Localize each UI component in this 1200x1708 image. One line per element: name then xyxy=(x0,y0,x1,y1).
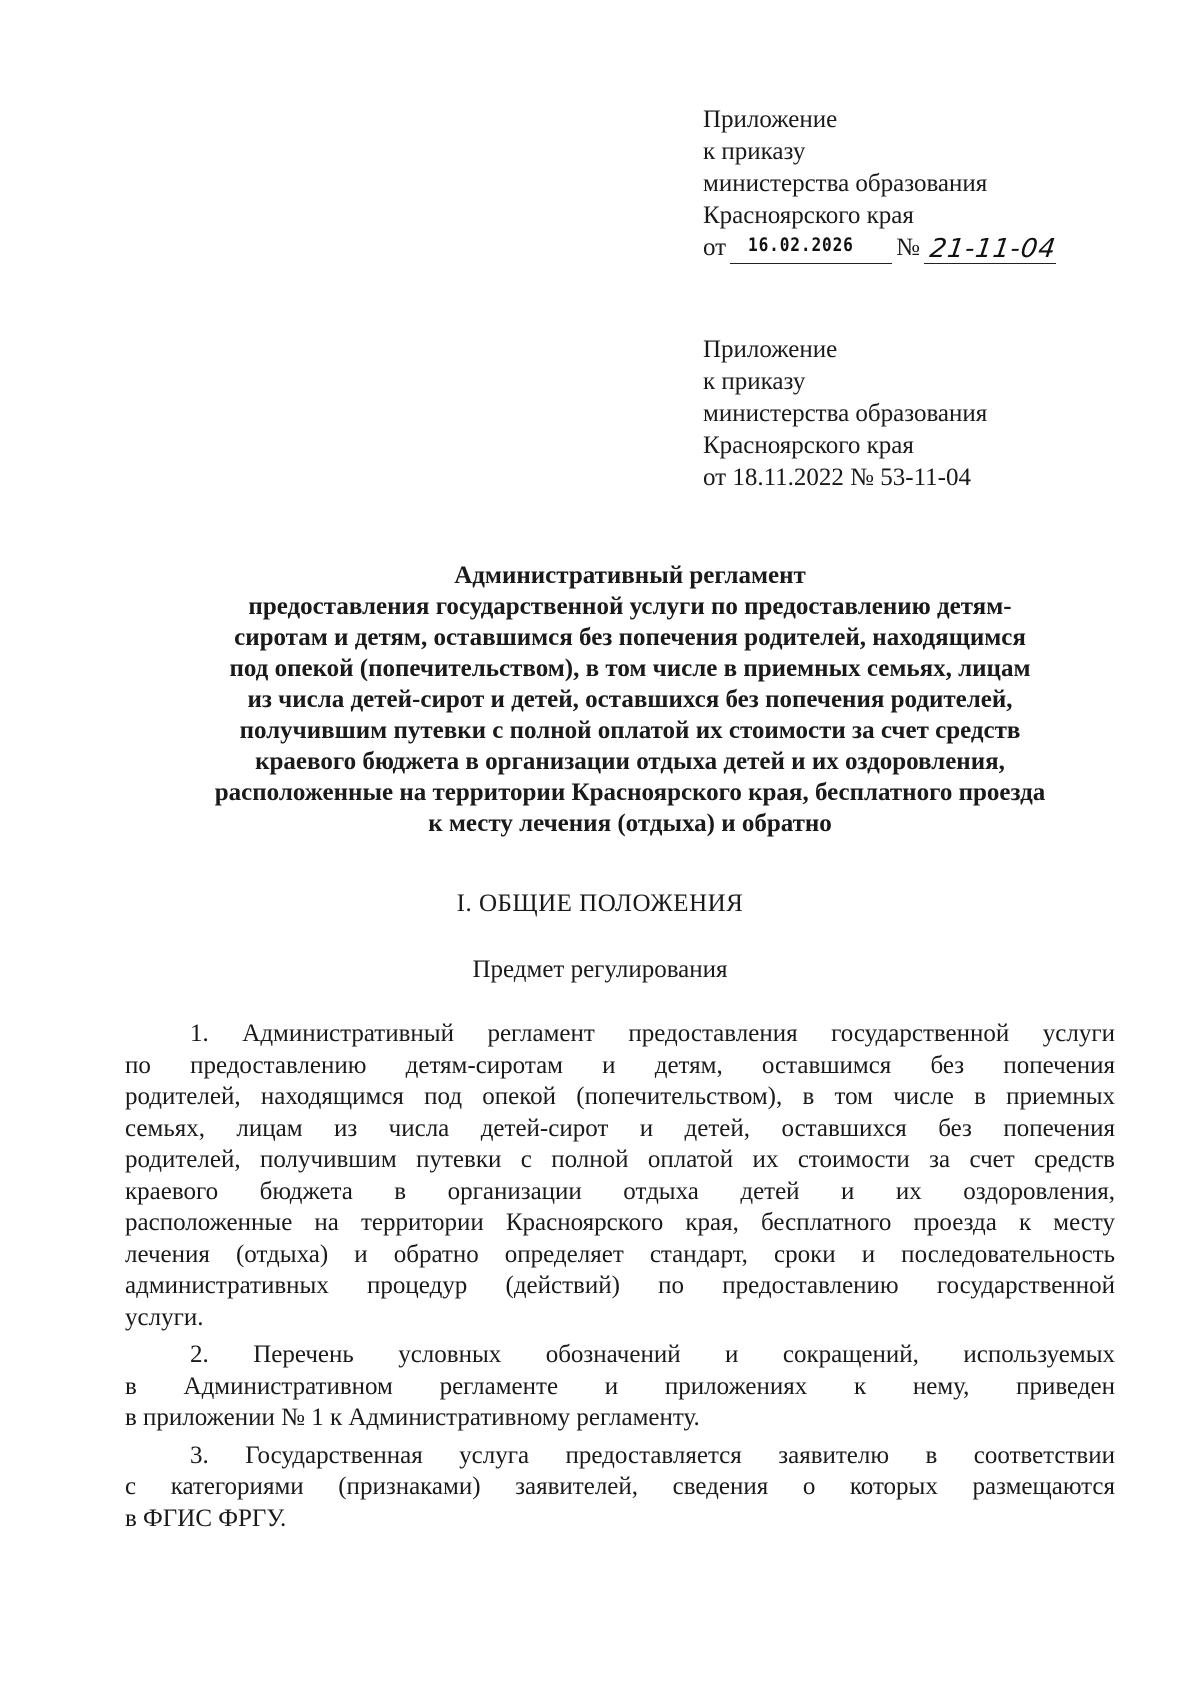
paragraph-line: расположенные на территории Красноярского края, бесплатного проезда к месту xyxy=(125,1209,1115,1236)
appendix-line: Красноярского края xyxy=(703,432,914,459)
paragraph-2 xyxy=(125,1339,1115,1434)
handwritten-order-number: 21-11-04 xyxy=(927,234,1059,264)
title-line: предоставления государственной услуги по предоставлению детям- xyxy=(248,593,1012,620)
paragraph-line: краевого бюджета в организации отдыха детей и их оздоровления, xyxy=(125,1177,1115,1205)
title-line: из числа детей-сирот и детей, оставшихся без попечения родителей, xyxy=(247,686,1013,713)
appendix-line: Красноярского края xyxy=(703,202,914,229)
paragraph-1 xyxy=(125,1018,1115,1333)
paragraph-line: в Административном регламенте и приложениях к нему, приведен xyxy=(125,1372,1115,1400)
section-heading: I. ОБЩИЕ ПОЛОЖЕНИЯ xyxy=(456,890,744,917)
document-body xyxy=(125,1018,1115,1540)
paragraph-line: в ФГИС ФРГУ. xyxy=(125,1504,287,1532)
stamped-date: 16.02.2026 xyxy=(748,234,854,256)
appendix-line: к приказу xyxy=(703,368,806,395)
appendix-line: министерства образования xyxy=(703,170,988,197)
paragraph-line: услуги. xyxy=(125,1303,204,1331)
paragraph-3 xyxy=(125,1440,1115,1535)
paragraph-line: лечения (отдыха) и обратно определяет стандарт, сроки и последовательность xyxy=(125,1240,1115,1268)
ref-prefix: от xyxy=(703,234,727,261)
appendix-line: от 18.11.2022 № 53-11-04 xyxy=(703,464,971,491)
paragraph-line: в приложении № 1 к Административному регламенту. xyxy=(125,1404,700,1431)
appendix-previous xyxy=(703,334,987,494)
document-title xyxy=(140,560,1120,839)
paragraph-line: административных процедур (действий) по предоставлению государственной xyxy=(125,1272,1115,1299)
title-line: получившим путевки с полной оплатой их стоимости за счет средств xyxy=(239,717,1021,744)
paragraph-line: 1. Административный регламент предоставления государственной услуги xyxy=(190,1020,1115,1047)
title-line: Административный регламент xyxy=(454,562,806,589)
paragraph-line: по предоставлению детям-сиротам и детям, оставшимся без попечения xyxy=(125,1051,1115,1079)
paragraph-line: 3. Государственная услуга предоставляется заявителю в соответствии xyxy=(190,1441,1115,1469)
title-line: к месту лечения (отдыха) и обратно xyxy=(428,810,832,837)
paragraph-line: с категориями (признаками) заявителей, сведения о которых размещаются xyxy=(125,1473,1115,1500)
paragraph-line: родителей, получившим путевки с полной оплатой их стоимости за счет средств xyxy=(125,1146,1115,1173)
appendix-line: министерства образования xyxy=(703,400,988,427)
title-line: сиротам и детям, оставшимся без попечения родителей, находящимся xyxy=(234,624,1026,651)
paragraph-line: 2. Перечень условных обозначений и сокращений, используемых xyxy=(190,1341,1115,1368)
paragraph-line: семьях, лицам из числа детей-сирот и детей, оставшихся без попечения xyxy=(125,1114,1115,1142)
title-line: расположенные на территории Красноярского края, бесплатного проезда xyxy=(214,779,1046,806)
appendix-current xyxy=(703,104,1059,264)
title-line: под опекой (попечительством), в том числе в приемных семьях, лицам xyxy=(229,655,1031,682)
paragraph-line: родителей, находящимся под опекой (попечительством), в том числе в приемных xyxy=(125,1083,1115,1110)
appendix-line: к приказу xyxy=(703,138,806,165)
number-field xyxy=(924,234,1059,264)
date-field xyxy=(730,235,892,264)
subsection-heading: Предмет регулирования xyxy=(472,956,728,983)
number-sign: № xyxy=(896,234,920,261)
title-line: краевого бюджета в организации отдыха детей и их оздоровления, xyxy=(255,748,1005,775)
appendix-line: Приложение xyxy=(703,106,838,133)
appendix-line: Приложение xyxy=(703,336,838,363)
order-reference xyxy=(703,232,1059,264)
